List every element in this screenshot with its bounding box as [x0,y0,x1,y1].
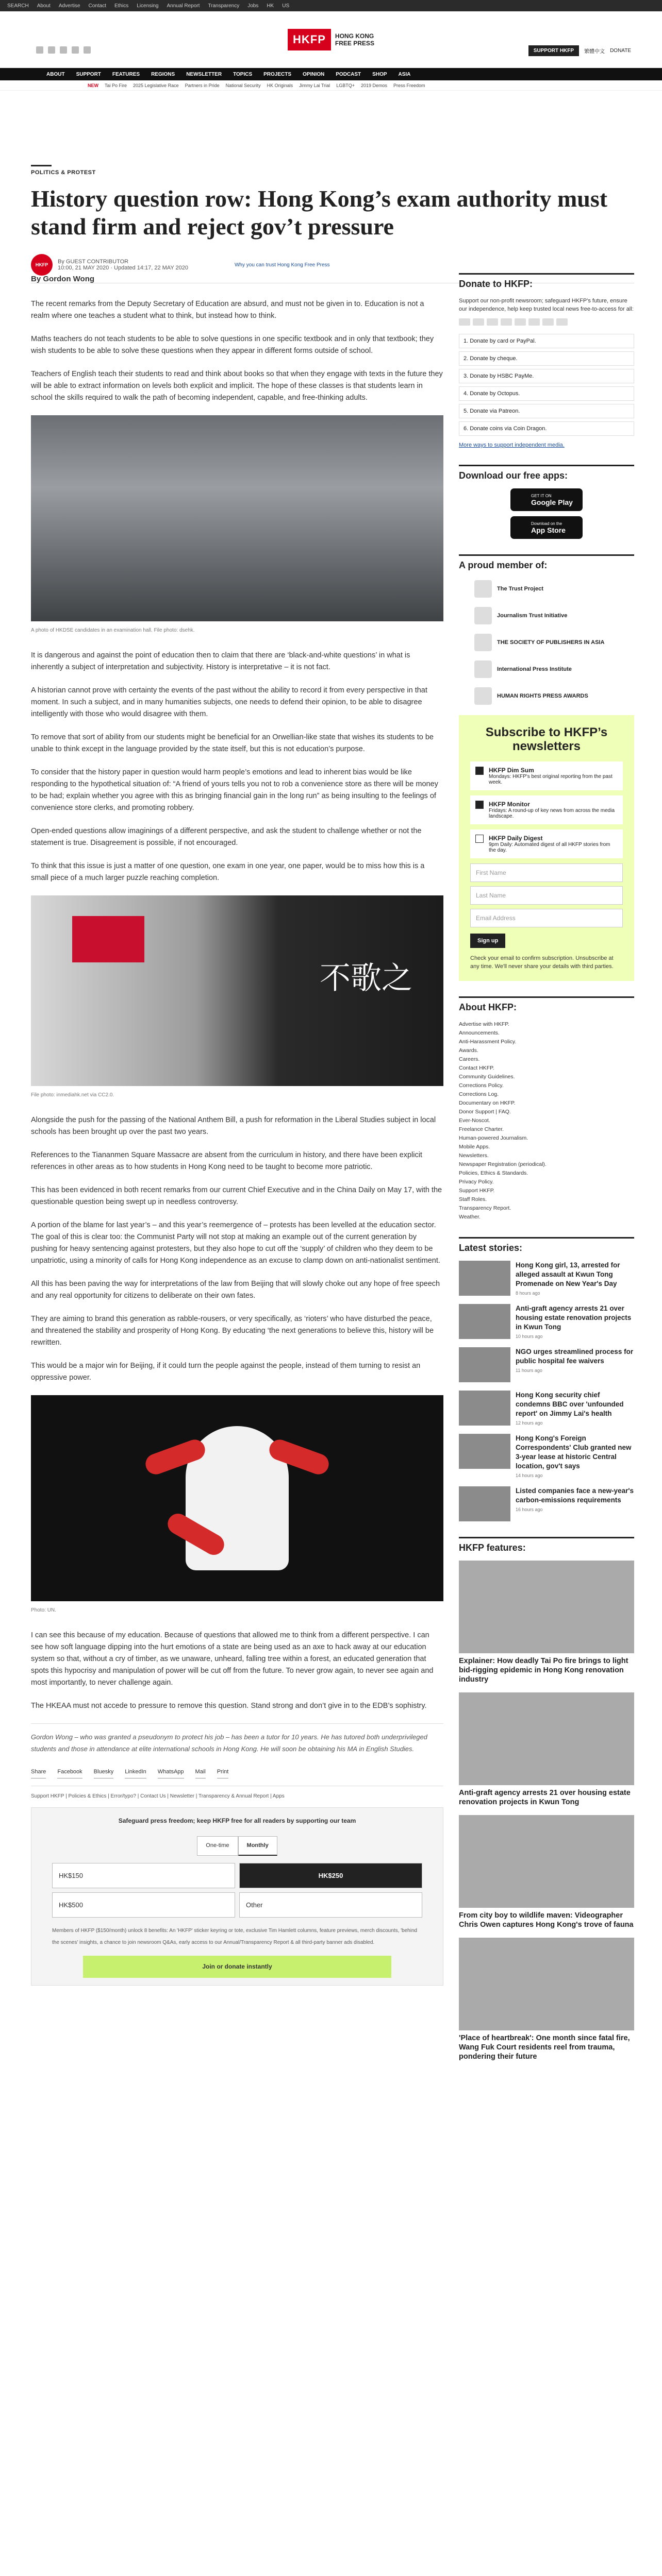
paragraph: This would be a major win for Beijing, if it could turn the people against the people, instead of them turning to resist an oppressive power. [31,1362,421,1382]
checkbox[interactable] [475,835,484,843]
latest-heading: Latest stories: [459,1237,634,1253]
join-donate-button[interactable]: Join or donate instantly [83,1956,391,1978]
facebook-icon[interactable] [36,46,43,54]
checkbox[interactable] [475,767,484,775]
donate-box [31,1807,443,1986]
member-heading: A proud member of: [459,554,634,571]
about-link[interactable]: Human-powered Journalism. [459,1135,528,1141]
paragraph: Alongside the push for the passing of the National Anthem Bill, a push for reformation in the Liberal Studies subject in local schools has been brought up over the past two years. [31,1116,436,1136]
about-link[interactable]: Newspaper Registration (periodical). [459,1161,547,1167]
member-name: Journalism Trust Initiative [497,613,568,619]
donate-heading: Donate to HKFP: [459,273,634,290]
paragraph: The recent remarks from the Deputy Secretary of Education are absurd, and must not be given in to. Education is not a realm where one teaches a student what to think, but instead how to think. [31,300,424,320]
newsletter-option[interactable] [470,761,623,790]
social-icons [36,46,91,54]
sidebar [459,273,634,2070]
story-title[interactable]: Hong Kong's Foreign Correspondents' Club granted new 3-year lease at historic Central location, gov't says [516,1434,632,1470]
member-logo[interactable] [474,687,634,705]
protest-photo [31,895,443,1086]
support-hkfp-button[interactable]: SUPPORT HKFP [528,45,579,56]
about-link[interactable]: Awards. [459,1047,478,1054]
trending-link[interactable]: National Security [225,82,261,88]
topbar-link[interactable]: Contact [88,3,106,9]
byline-author[interactable]: By GUEST CONTRIBUTOR [58,259,129,265]
member-logo-icon [474,634,492,651]
topbar-link[interactable]: Licensing [137,3,159,9]
latest-story[interactable] [459,1261,634,1296]
story-title[interactable]: Hong Kong girl, 13, arrested for alleged assault at Kwun Tong Promenade on New Year's Day [516,1261,620,1287]
story-title[interactable]: NGO urges streamlined process for public hospital fee waivers [516,1348,634,1365]
paragraph: Open-ended questions allow imaginings of a different perspective, and ask the student to challenge whether or not the statement is true. Disagreement is possible, if not encouraged. [31,827,422,847]
feature-title[interactable]: From city boy to wildlife maven: Videographer Chris Owen captures Hong Kong's trove of fauna [459,1911,634,1929]
story-thumbnail [459,1391,510,1426]
member-logo-icon [474,607,492,624]
features-heading: HKFP features: [459,1537,634,1553]
photo-caption: Photo: UN. [31,1607,56,1613]
about-link[interactable]: Support HKFP. [459,1188,495,1194]
donate-option[interactable]: 5. Donate via Patreon. [459,404,634,418]
membership-note: Members of HKFP ($150/month) unlock 8 benefits: An 'HKFP' sticker keyring or tote, exclusive Tim Hamlett columns, feature previews, merch discounts, 'behind the scenes' insights, a chance to join newsroom Q&As, early access to our Annual/Transparency Report & all third-party banner ads disabled. [52,1928,418,1945]
trending-link[interactable]: 2025 Legislative Race [133,82,179,88]
topbar-link[interactable]: About [37,3,51,9]
latest-story[interactable] [459,1434,634,1478]
newsletter-option[interactable] [470,829,623,858]
feature-image[interactable] [459,1692,634,1785]
latest-story[interactable] [459,1486,634,1521]
about-link[interactable]: Announcements. [459,1030,500,1036]
google-play-button[interactable]: GET IT ON Google Play [510,488,583,511]
trending-link[interactable]: LGBTQ+ [336,82,355,88]
topbar-link[interactable]: Ethics [114,3,129,9]
tab-monthly[interactable]: Monthly [238,1836,277,1856]
nav-item[interactable]: FEATURES [112,71,140,77]
donate-option[interactable]: 6. Donate coins via Coin Dragon. [459,421,634,436]
about-link[interactable]: Weather. [459,1214,481,1220]
about-link[interactable]: Policies, Ethics & Standards. [459,1170,528,1176]
author-bio: Gordon Wong – who was granted a pseudonym to protect his job – has been a tutor for 10 years. He has tutored both underprivileged students and those in attendance at elite international schools in Hong Kong. He will soon be obtaining his MA in English Studies. [31,1723,443,1755]
nav-item[interactable]: PODCAST [336,71,361,77]
patreon-icon [542,318,554,326]
paragraph: A portion of the blame for last year’s – and this year’s reemergence of – protests has been levelled at the education sector. The goal of this is clear too: the Communist Party will not stop at making an example out of the current generation by pushing for heavy sentencing against protesters, but they also hope to cut off the ‘supply’ of children who they deem to be unpatriotic, using a minority of calls for Hong Kong independence as an excuse to clamp down on anti-nationalist sentiment. [31,1221,440,1265]
support-links[interactable]: Support HKFP | Policies & Ethics | Error/typo? | Contact Us | Newsletter | Transparency & Annual Report | Apps [31,1786,443,1802]
about-link[interactable]: Community Guidelines. [459,1074,515,1080]
article-header [31,165,634,283]
about-heading: About HKFP: [459,996,634,1013]
photo-caption: A photo of HKDSE candidates in an examination hall. File photo: dsehk. [31,628,195,633]
feature-image[interactable] [459,1561,634,1653]
about-link[interactable]: Careers. [459,1056,480,1062]
site-header [0,11,662,68]
member-logo[interactable] [474,634,634,651]
payme-icon [515,318,526,326]
about-link[interactable]: Advertise with HKFP. [459,1021,509,1027]
newsletter-heading: Subscribe to HKFP’s newsletters [485,725,608,753]
share-link[interactable]: Facebook [57,1766,82,1778]
amount-option[interactable]: Other [239,1892,422,1918]
story-title[interactable]: Hong Kong security chief condemns BBC over 'unfounded report' on Jimmy Lai's health [516,1391,624,1417]
paragraph: To remove that sort of ability from our students might be beneficial for an Orwellian-like state that wishes its students to be unable to think except in the language provided by the state itself, but this is not education’s purpose. [31,733,434,753]
more-ways-link[interactable]: More ways to support independent media. [459,442,565,448]
newsletter-name: HKFP Dim Sum [489,767,534,774]
topbar-link[interactable]: HK [267,3,274,9]
story-title[interactable]: Listed companies face a new-year's carbon-emissions requirements [516,1487,634,1504]
feature-title[interactable]: Explainer: How deadly Tai Po fire brings to light bid-rigging epidemic in Hong Kong renovation industry [459,1657,628,1684]
apps-heading: Download our free apps: [459,465,634,481]
nav-item[interactable]: PROJECTS [263,71,292,77]
trending-link[interactable]: Partners in Pride [185,82,220,88]
photo-caption: File photo: inmediahk.net via CC2.0. [31,1092,114,1098]
member-name: THE SOCIETY OF PUBLISHERS IN ASIA [497,639,605,646]
newsletter-desc: 9pm Daily: Automated digest of all HKFP stories from the day. [489,842,610,853]
about-link[interactable]: Staff Roles. [459,1196,487,1202]
newsletter-note: Check your email to confirm subscription. Unsubscribe at any time. We'll never share your details with third parties. [470,955,614,970]
story-date: 14 hours ago [516,1473,543,1478]
topbar-link[interactable]: SEARCH [7,3,29,9]
topbar-link[interactable]: Jobs [247,3,259,9]
share-link[interactable]: Mail [195,1766,206,1778]
paragraph: I can see this because of my education. Because of questions that allowed me to think from a different perspective. I can see how soft language dipping into the hurt emotions of a state are being used as an axe to hack away at our education system so that, without a cry of timber, as we unaware, unheard, falling tree within a forest, an educated generation that spots this hypocrisy and manipulation of power will be cut off from the future. To never grow again, to never see again and most importantly, to never challenge again. [31,1631,434,1687]
coin-icon [556,318,568,326]
about-list [459,1020,634,1222]
donate-box-head: Safeguard press freedom; keep HKFP free for all readers by supporting our team [118,1817,356,1824]
youtube-icon[interactable] [72,46,79,54]
nav-item[interactable]: REGIONS [151,71,175,77]
member-name: International Press Institute [497,666,572,672]
hkfp-logo[interactable] [288,29,374,50]
donate-text: Support our non-profit newsroom; safeguard HKFP's future, ensure our independence, help keep trusted local news free-to-access for all: [459,298,634,312]
about-link[interactable]: Donor Support | FAQ. [459,1109,511,1115]
nav-item[interactable]: ABOUT [46,71,65,77]
amount-option[interactable]: HK$500 [52,1892,235,1918]
trending-link[interactable]: Tai Po Fire [105,82,127,88]
share-link[interactable]: Print [217,1766,229,1778]
topbar-link[interactable]: Annual Report [167,3,200,9]
twitter-icon[interactable] [48,46,55,54]
mastercard-icon [473,318,484,326]
trust-link[interactable]: Why you can trust Hong Kong Free Press [234,262,330,268]
donate-link[interactable]: DONATE [610,48,631,54]
visa-icon [459,318,470,326]
topbar-link[interactable]: Advertise [58,3,80,9]
about-link[interactable]: Documentary on HKFP. [459,1100,516,1106]
story-thumbnail [459,1261,510,1296]
author-avatar: HKFP [31,254,53,276]
about-link[interactable]: Corrections Policy. [459,1082,504,1089]
trending-nav [0,80,662,91]
last-name-input[interactable]: Last Name [470,886,623,905]
member-name: The Trust Project [497,586,543,592]
member-logos [459,580,634,705]
about-link[interactable]: Ever-Noscot. [459,1117,490,1124]
about-link[interactable]: Anti-Harassment Policy. [459,1039,517,1045]
checkbox[interactable] [475,801,484,809]
paragraph: The HKEAA must not accede to pressure to remove this question. Stand strong and don’t give in to the EDB’s sophistry. [31,1702,427,1710]
topbar-link[interactable]: US [282,3,290,9]
story-thumbnail [459,1304,510,1339]
about-link[interactable]: Mobile Apps. [459,1144,490,1150]
share-link[interactable]: Bluesky [94,1766,114,1778]
amount-option[interactable]: HK$150 [52,1863,235,1888]
language-link[interactable]: 繁體中文 [584,49,605,55]
feature-title[interactable]: Anti-graft agency arrests 21 over housing estate renovation projects in Kwun Tong [459,1789,631,1806]
story-date: 12 hours ago [516,1420,543,1426]
story-thumbnail [459,1434,510,1469]
about-link[interactable]: Corrections Log. [459,1091,499,1097]
paragraph: To think that this issue is just a matter of one question, one exam in one year, one paper, would be to miss how this is a small piece of a much larger puzzle reaching completion. [31,862,425,882]
paragraph: Maths teachers do not teach students to be able to solve questions in one specific textbook and in only that textbook; they wish students to be able to solve these questions when they appear in different forms outside of school. [31,335,434,355]
paragraph: This has been evidenced in both recent remarks from our current Chief Executive and in the China Daily on May 17, with the questionable question being swept up in needless controversy. [31,1186,442,1206]
story-thumbnail [459,1347,510,1382]
nav-item[interactable]: SUPPORT [76,71,101,77]
member-name: HUMAN RIGHTS PRESS AWARDS [497,693,588,699]
first-name-input[interactable]: First Name [470,863,623,882]
logo-box: HKFP [288,29,331,50]
nav-item[interactable]: OPINION [303,71,325,77]
amex-icon [487,318,498,326]
story-date: 16 hours ago [516,1507,543,1512]
illustration-photo [31,1395,443,1601]
feature-title[interactable]: 'Place of heartbreak': One month since fatal fire, Wang Fuk Court residents reel from trauma, pondering their future [459,2034,630,2061]
newsletter-name: HKFP Monitor [489,801,530,808]
latest-story[interactable] [459,1304,634,1339]
topbar-link[interactable]: Transparency [208,3,240,9]
nav-item[interactable]: TOPICS [233,71,253,77]
newsletter-desc: Fridays: A round-up of key news from across the media landscape. [489,808,615,819]
article-author: By Gordon Wong [31,275,95,283]
share-link[interactable]: WhatsApp [158,1766,184,1778]
paragraph: It is dangerous and against the point of education then to claim that there are ‘black-and-white questions’ in what is inherently a subject of interpretation and subjectivity. History is interpretative – it is not fact. [31,651,410,671]
signup-button[interactable]: Sign up [470,934,505,948]
article-body [31,273,443,1986]
paypal-icon [501,318,512,326]
main-nav [0,68,662,80]
new-label: NEW [88,82,98,88]
header-right [528,45,631,56]
top-utility-bar [0,0,662,11]
story-thumbnail [459,1486,510,1521]
member-logo-icon [474,660,492,678]
paragraph: Teachers of English teach their students to read and think about books so that when they engage with texts in the future they will be able to extract information on levels both explicit and implicit. The hope of these classes is that students learn in school the skills required to walk the path of becoming independent, capable, and free-thinking adults. [31,370,443,402]
latest-story[interactable] [459,1391,634,1426]
trending-link[interactable]: Jimmy Lai Trial [299,82,330,88]
feature-image[interactable] [459,1815,634,1908]
story-date: 8 hours ago [516,1291,540,1296]
octopus-icon [528,318,540,326]
donate-option[interactable]: 2. Donate by cheque. [459,351,634,366]
logo-text [335,32,374,47]
share-bar [31,1766,443,1778]
member-logo-icon [474,580,492,598]
about-link[interactable]: Freelance Charter. [459,1126,504,1132]
app-store-button[interactable]: Download on the App Store [510,516,583,539]
paragraph: They are aiming to brand this generation as rabble-rousers, or very specifically, as ‘rioters’ who have disturbed the peace, and threatened the stability and prosperity of Hong Kong. By educating ‘the next generations to believe this, history will be rewritten. [31,1315,434,1347]
red-sign [72,916,144,962]
member-logo[interactable] [474,607,634,624]
email-input[interactable]: Email Address [470,909,623,927]
newsletter-desc: Mondays: HKFP's best original reporting from the past week. [489,774,613,785]
logo-line2: FREE PRESS [335,39,374,47]
trending-link[interactable]: HK Originals [267,82,293,88]
trending-link[interactable]: Press Freedom [393,82,425,88]
member-logo[interactable] [474,660,634,678]
nav-item[interactable]: ASIA [398,71,411,77]
newsletter-name: HKFP Daily Digest [489,835,543,842]
article-title: History question row: Hong Kong’s exam authority must stand firm and reject gov’t pressure [31,185,608,240]
donate-option[interactable]: 3. Donate by HSBC PayMe. [459,369,634,383]
paragraph: All this has been paving the way for interpretations of the law from Beijing that will slowly choke out any hope of free speech and any real opportunity for citizens to deliberate on their own fates. [31,1280,440,1300]
donate-option[interactable]: 1. Donate by card or PayPal. [459,334,634,348]
about-link[interactable]: Privacy Policy. [459,1179,494,1185]
share-link[interactable]: LinkedIn [125,1766,146,1778]
exam-hall-photo [31,415,443,621]
linkedin-icon[interactable] [84,46,91,54]
story-date: 11 hours ago [516,1368,542,1373]
about-link[interactable]: Newsletters. [459,1153,489,1159]
story-date: 10 hours ago [516,1334,543,1339]
trending-link[interactable]: 2019 Demos [360,82,387,88]
donate-options [459,334,634,436]
instagram-icon[interactable] [60,46,67,54]
feature-image[interactable] [459,1938,634,2030]
latest-story[interactable] [459,1347,634,1382]
paragraph: To consider that the history paper in question would harm people’s emotions and lead to inherent bias would be like responding to the hypothetical situation of: “A friend of yours tells you not to rob a convenience store as there will be money to be had; explain whether you agree with this as bringing financial gain in the long run” as being insulting to the feelings of convenience store clerks, and promoting robbery. [31,768,438,812]
paragraph: A historian cannot prove with certainty the events of the past without the ability to record it from every perspective in that moment. In such a subject, and in many humanities subjects, one needs to defend their opinion, to be able to disagree intelligently with those who would disagree with them. [31,686,427,718]
donate-option[interactable]: 4. Donate by Octopus. [459,386,634,401]
share-link[interactable]: Share [31,1766,46,1778]
about-link[interactable]: Contact HKFP. [459,1065,494,1071]
logo-line1: HONG KONG [335,32,374,40]
member-logo-icon [474,687,492,705]
payment-icons [459,318,634,326]
paragraph: References to the Tiananmen Square Massacre are absent from the curriculum in history, and there have been explicit references in other areas as to how students in Hong Kong need to be taught to become more patriotic. [31,1151,422,1171]
byline-date: 10:00, 21 MAY 2020 · Updated 14:17, 22 MAY 2020 [58,265,188,271]
story-title[interactable]: Anti-graft agency arrests 21 over housing estate renovation projects in Kwun Tong [516,1304,632,1331]
newsletter-box [459,715,634,981]
category-label[interactable]: POLITICS & PROTEST [31,165,52,176]
nav-item[interactable]: SHOP [372,71,387,77]
about-link[interactable]: Transparency Report. [459,1205,511,1211]
banner-text: 不歌之 [320,960,412,996]
tab-one-time[interactable]: One-time [197,1836,238,1856]
amount-option[interactable]: HK$250 [239,1863,422,1888]
nav-item[interactable]: NEWSLETTER [186,71,222,77]
member-logo[interactable] [474,580,634,598]
newsletter-option[interactable] [470,795,623,824]
